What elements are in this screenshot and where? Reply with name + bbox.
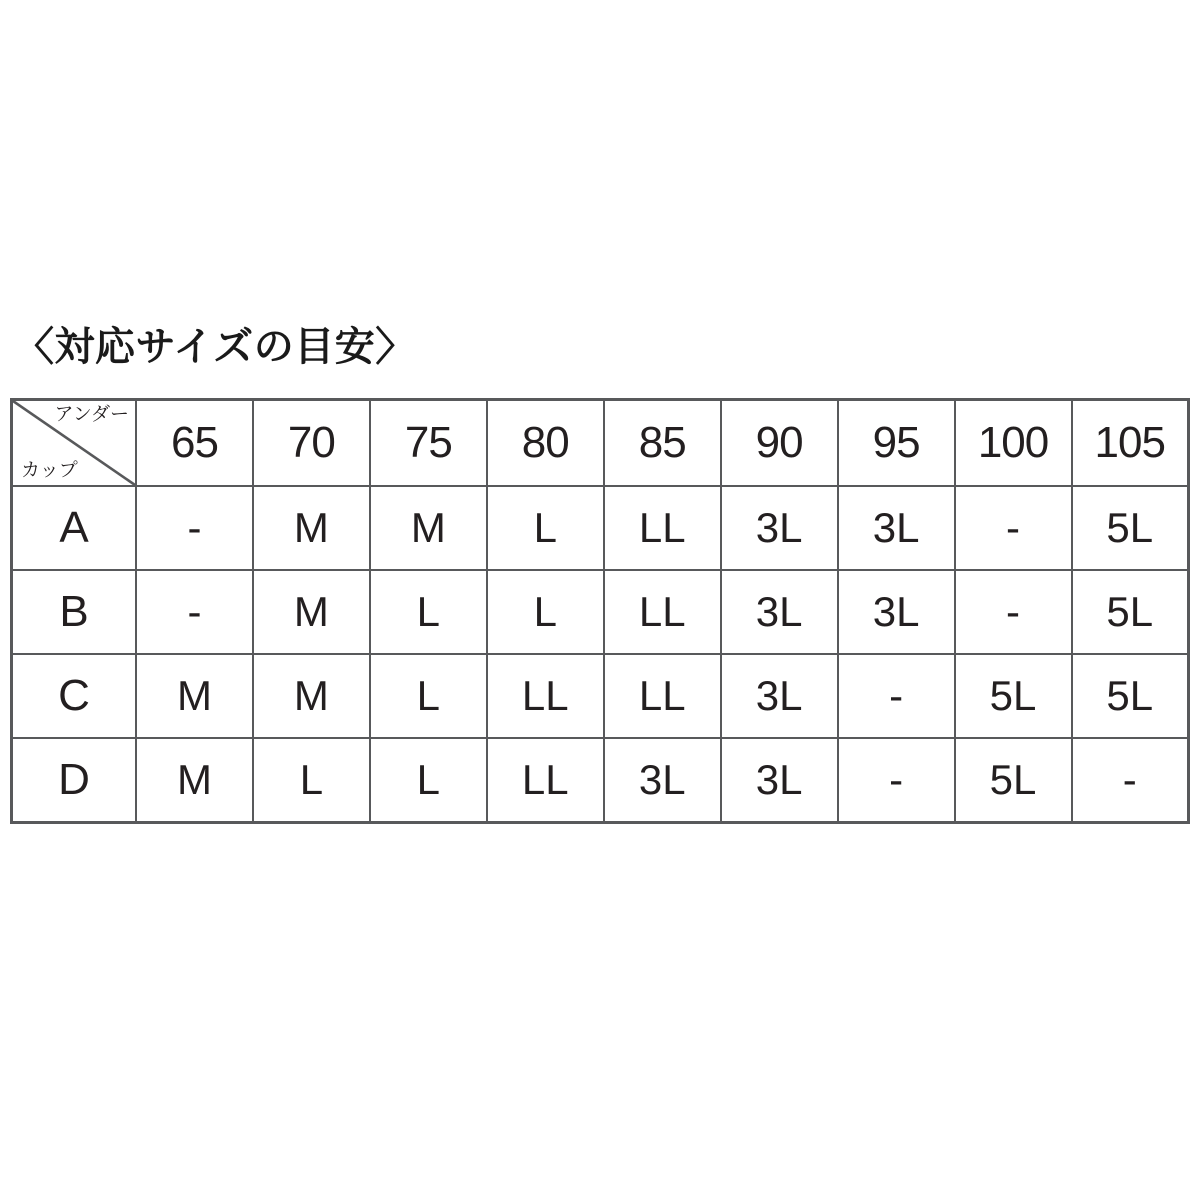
cell-D-105: - xyxy=(1072,738,1189,823)
size-table-header xyxy=(12,400,1189,487)
cell-A-80: L xyxy=(487,486,604,570)
cell-B-95: 3L xyxy=(838,570,955,654)
table-header-row xyxy=(12,400,1189,487)
cell-C-85: LL xyxy=(604,654,721,738)
size-table-container xyxy=(10,398,1190,824)
cell-A-65: - xyxy=(136,486,253,570)
row-header-B: B xyxy=(12,570,137,654)
cell-A-90: 3L xyxy=(721,486,838,570)
cell-D-80: LL xyxy=(487,738,604,823)
column-header-90: 90 xyxy=(721,400,838,487)
column-header-80: 80 xyxy=(487,400,604,487)
axis-label-cup: カップ xyxy=(21,460,78,482)
axis-corner-cell xyxy=(12,400,137,487)
cell-C-70: M xyxy=(253,654,370,738)
column-header-100: 100 xyxy=(955,400,1072,487)
cell-C-65: M xyxy=(136,654,253,738)
cell-D-70: L xyxy=(253,738,370,823)
row-header-A: A xyxy=(12,486,137,570)
cell-A-105: 5L xyxy=(1072,486,1189,570)
cell-C-90: 3L xyxy=(721,654,838,738)
column-header-65: 65 xyxy=(136,400,253,487)
cell-C-105: 5L xyxy=(1072,654,1189,738)
row-header-C: C xyxy=(12,654,137,738)
cell-D-95: - xyxy=(838,738,955,823)
column-header-105: 105 xyxy=(1072,400,1189,487)
table-row xyxy=(12,486,1189,570)
cell-A-75: M xyxy=(370,486,487,570)
cell-B-90: 3L xyxy=(721,570,838,654)
page-title: 〈対応サイズの目安〉 xyxy=(14,325,416,369)
row-header-D: D xyxy=(12,738,137,823)
cell-D-100: 5L xyxy=(955,738,1072,823)
cell-D-90: 3L xyxy=(721,738,838,823)
cell-A-85: LL xyxy=(604,486,721,570)
cell-A-70: M xyxy=(253,486,370,570)
size-table xyxy=(10,398,1190,824)
cell-B-100: - xyxy=(955,570,1072,654)
cell-B-80: L xyxy=(487,570,604,654)
cell-C-75: L xyxy=(370,654,487,738)
column-header-85: 85 xyxy=(604,400,721,487)
column-header-75: 75 xyxy=(370,400,487,487)
table-row xyxy=(12,654,1189,738)
table-row xyxy=(12,570,1189,654)
column-header-70: 70 xyxy=(253,400,370,487)
column-header-95: 95 xyxy=(838,400,955,487)
cell-A-95: 3L xyxy=(838,486,955,570)
cell-C-80: LL xyxy=(487,654,604,738)
cell-A-100: - xyxy=(955,486,1072,570)
size-table-body xyxy=(12,486,1189,823)
cell-C-100: 5L xyxy=(955,654,1072,738)
cell-C-95: - xyxy=(838,654,955,738)
axis-label-under: アンダー xyxy=(54,404,129,425)
cell-B-85: LL xyxy=(604,570,721,654)
table-row xyxy=(12,738,1189,823)
cell-B-105: 5L xyxy=(1072,570,1189,654)
cell-B-70: M xyxy=(253,570,370,654)
cell-B-65: - xyxy=(136,570,253,654)
cell-D-65: M xyxy=(136,738,253,823)
cell-D-75: L xyxy=(370,738,487,823)
cell-D-85: 3L xyxy=(604,738,721,823)
cell-B-75: L xyxy=(370,570,487,654)
